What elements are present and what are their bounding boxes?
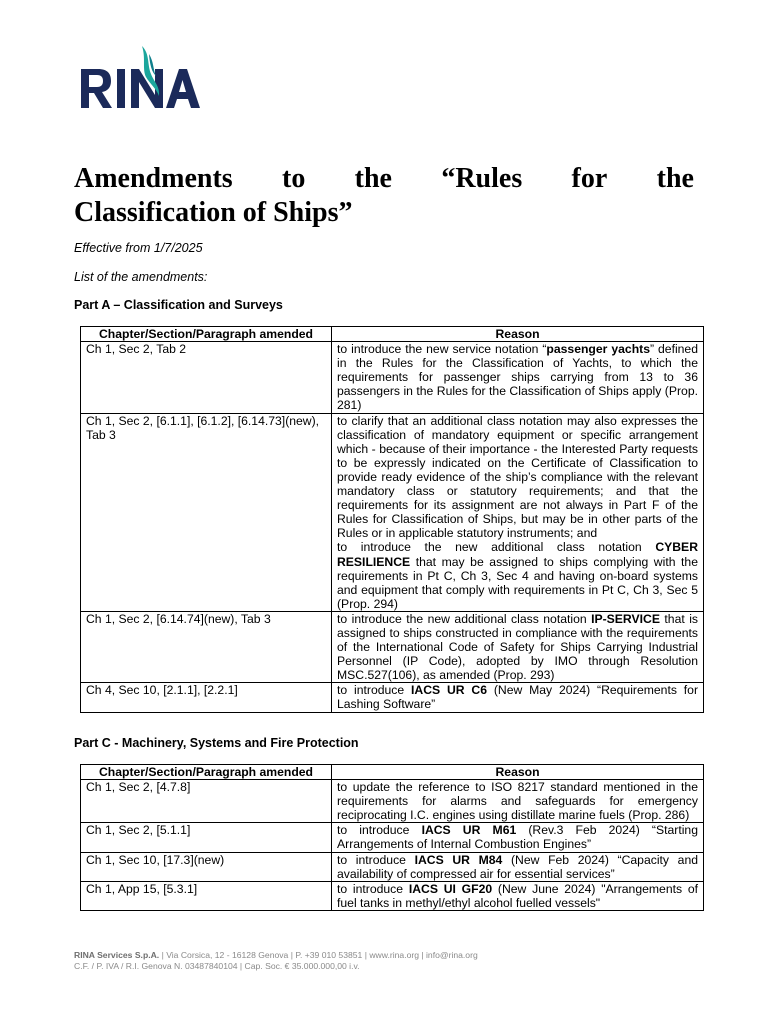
reason-text: that is assigned to ships constructed in compliance with the requirements of the International Code of Safety for Ships Carrying Industrial Personnel (IP Code), adopted by IMO through Resolution MSC.527(106), as amended (Prop. 293) xyxy=(337,611,698,683)
table-row xyxy=(81,780,704,823)
cell-reason xyxy=(332,611,704,682)
document-title xyxy=(74,162,694,230)
bold-term: passenger yachts xyxy=(546,342,650,357)
title-word: the xyxy=(656,163,694,194)
cell-reference: Ch 1, Sec 2, [6.14.74](new), Tab 3 xyxy=(81,611,332,682)
table-row xyxy=(81,611,704,682)
footer-company: RINA Services S.p.A. xyxy=(74,950,160,960)
part-a-heading: Part A – Classification and Surveys xyxy=(74,298,283,312)
cell-reason xyxy=(332,342,704,413)
bold-term: CYBER RESILIENCE xyxy=(337,540,698,569)
part-a-table xyxy=(80,326,704,713)
reason-text: to introduce xyxy=(337,852,415,867)
bold-term: IACS UR M61 xyxy=(421,823,517,838)
bold-term: IP-SERVICE xyxy=(591,611,660,626)
table-row xyxy=(81,852,704,881)
reason-text: that may be assigned to ships complying with the requirements in Pt C, Ch 3, Sec 4 and having on-board systems and equipment that comply with requirements in Pt C, Ch 3, Sec 5 (Prop. 294) xyxy=(337,554,698,611)
cell-reference: Ch 1, Sec 2, [5.1.1] xyxy=(81,823,332,852)
title-word: “Rules xyxy=(441,163,523,194)
reason-text: (New Feb 2024) “Capacity and availability of compressed air for essential services” xyxy=(337,852,699,881)
title-word: the xyxy=(354,163,392,194)
title-word: Amendments xyxy=(74,163,233,194)
bold-term: IACS UR C6 xyxy=(411,683,487,698)
cell-reference: Ch 4, Sec 10, [2.1.1], [2.2.1] xyxy=(81,683,332,712)
reason-text: ” defined in the Rules for the Classification of Yachts, to which the requirements for passenger ships carrying from 13 to 36 passengers in the Rules for the Classification of Ships apply (Prop. 281) xyxy=(337,342,698,413)
column-header-reason: Reason xyxy=(332,765,704,780)
part-c-heading: Part C - Machinery, Systems and Fire Protection xyxy=(74,736,359,750)
title-line-2: Classification of Ships” xyxy=(74,197,353,228)
reason-text: (New May 2024) “Requirements for Lashing Software” xyxy=(337,683,699,712)
footer xyxy=(74,950,478,972)
part-c-table xyxy=(80,764,704,911)
bold-term: IACS UR M84 xyxy=(414,852,503,867)
cell-reference: Ch 1, Sec 10, [17.3](new) xyxy=(81,852,332,881)
bold-term: IACS UI GF20 xyxy=(408,881,493,896)
table-header-row xyxy=(81,765,704,780)
cell-reference: Ch 1, Sec 2, Tab 2 xyxy=(81,342,332,413)
reason-text: to introduce the new additional class notation xyxy=(337,611,592,626)
cell-reason xyxy=(332,780,704,823)
cell-reason xyxy=(332,413,704,611)
column-header-chapter: Chapter/Section/Paragraph amended xyxy=(81,327,332,342)
column-header-chapter: Chapter/Section/Paragraph amended xyxy=(81,765,332,780)
cell-reference: Ch 1, Sec 2, [4.7.8] xyxy=(81,780,332,823)
cell-reference: Ch 1, Sec 2, [6.1.1], [6.1.2], [6.14.73](new), Tab 3 xyxy=(81,413,332,611)
table-row xyxy=(81,823,704,852)
reason-text: to introduce the new additional class notation xyxy=(337,540,656,555)
table-header-row xyxy=(81,327,704,342)
table-row xyxy=(81,881,704,910)
reason-text: to introduce xyxy=(337,683,411,698)
reason-text: to clarify that an additional class notation may also expresses the classification of mandatory equipment or specific arrangement which - because of their importance - the Interested Party requests to be expressly indicated on the Certificate of Classification to provide ready evidence of the ship’s compliance with the relevant mandatory class or statutory requirements; and that the requirements for its assignment are not always in Part F of the Rules for Classification of Ships, but may be in other parts of the Rules or in applicable statutory instruments; and xyxy=(337,413,698,541)
rina-logo xyxy=(80,44,200,114)
reason-text: to introduce the new service notation “ xyxy=(337,342,547,357)
reason-text: (Rev.3 Feb 2024) “Starting Arrangements of Internal Combustion Engines” xyxy=(337,823,698,852)
reason-text: to introduce xyxy=(337,881,409,896)
table-row xyxy=(81,342,704,413)
cell-reason xyxy=(332,852,704,881)
cell-reason xyxy=(332,823,704,852)
reason-text: to introduce xyxy=(337,823,422,838)
title-word: to xyxy=(282,163,306,194)
cell-reason xyxy=(332,683,704,712)
cell-reason xyxy=(332,881,704,910)
reason-text: to update the reference to ISO 8217 standard mentioned in the requirements for alarms and safeguards for emergency reciprocating I.C. engines using distillate marine fuels (Prop. 286) xyxy=(337,780,698,823)
footer-contact: | Via Corsica, 12 - 16128 Genova | P. +39 010 53851 | www.rina.org | info@rina.org xyxy=(159,950,478,960)
reason-text: (New June 2024) "Arrangements of fuel tanks in methyl/ethyl alcohol fuelled vessels" xyxy=(337,881,699,910)
footer-line-1 xyxy=(74,950,478,961)
title-line-1 xyxy=(74,162,694,196)
footer-line-2: C.F. / P. IVA / R.I. Genova N. 03487840104 | Cap. Soc. € 35.000.000,00 i.v. xyxy=(74,961,360,971)
table-row xyxy=(81,413,704,611)
cell-reference: Ch 1, App 15, [5.3.1] xyxy=(81,881,332,910)
column-header-reason: Reason xyxy=(332,327,704,342)
effective-date: Effective from 1/7/2025 xyxy=(74,241,203,255)
table-row xyxy=(81,683,704,712)
list-label: List of the amendments: xyxy=(74,270,208,284)
title-word: for xyxy=(571,163,608,194)
